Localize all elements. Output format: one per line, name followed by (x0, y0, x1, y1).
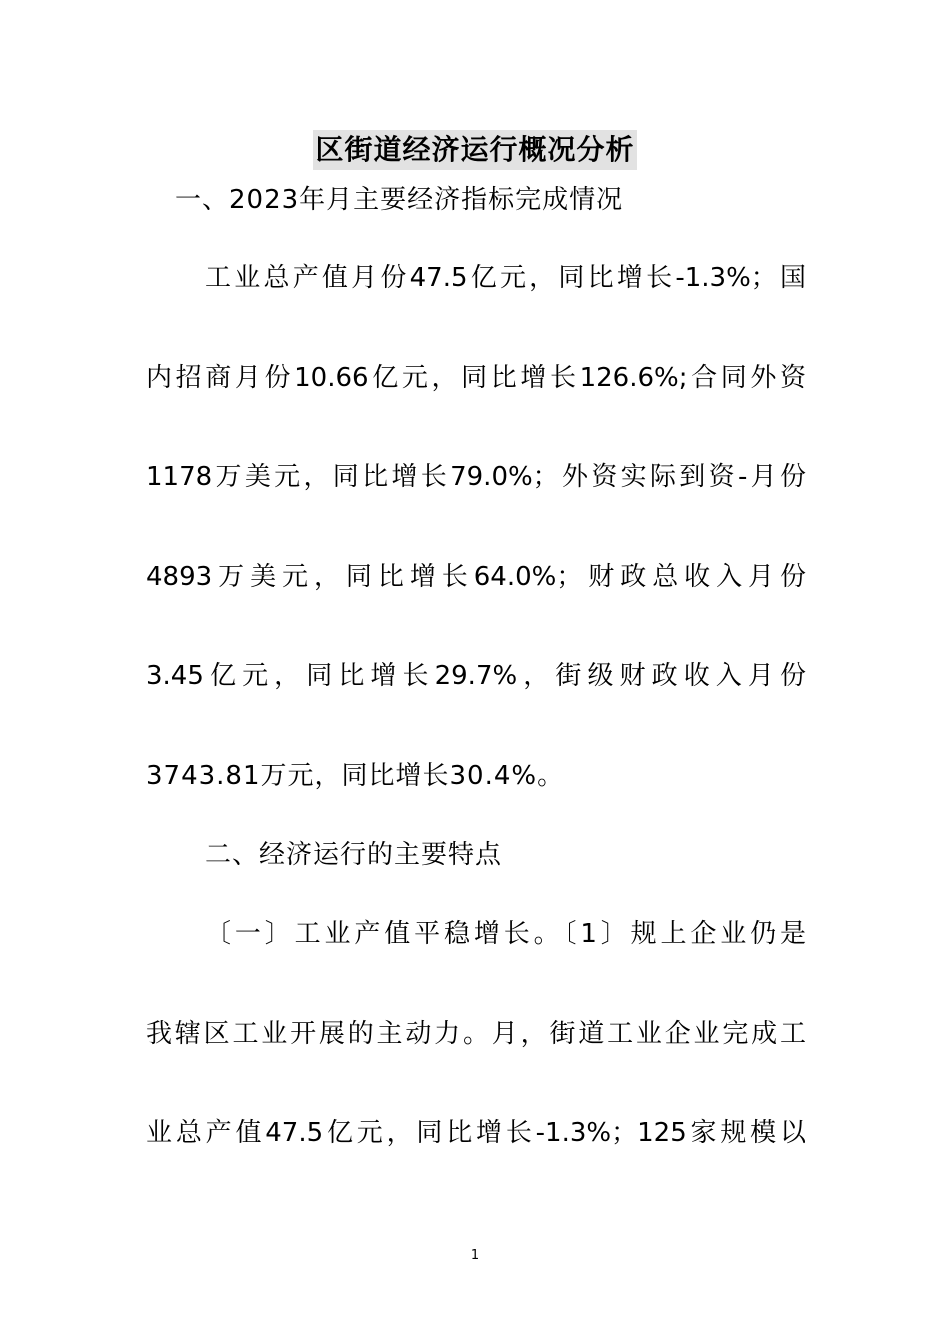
section-heading-1: 一、2023年月主要经济指标完成情况 (175, 185, 624, 215)
paragraph-1-line-5: 3.45亿元，同比增长29.7%，街级财政收入月份 (146, 661, 806, 691)
paragraph-2-line-1: 〔一〕工业产值平稳增长。〔1〕规上企业仍是 (205, 919, 806, 949)
title-container (0, 130, 950, 170)
paragraph-1-line-3: 1178万美元，同比增长79.0%；外资实际到资-月份 (146, 462, 806, 492)
paragraph-1-line-4: 4893万美元，同比增长64.0%；财政总收入月份 (146, 562, 806, 592)
paragraph-2-line-3: 业总产值47.5亿元，同比增长-1.3%；125家规模以 (146, 1118, 806, 1148)
section-heading-2: 二、经济运行的主要特点 (205, 840, 503, 870)
document-title: 区街道经济运行概况分析 (313, 130, 636, 170)
page-number: 1 (470, 1248, 480, 1263)
paragraph-1-line-6: 3743.81万元，同比增长30.4%。 (146, 761, 565, 791)
paragraph-1-line-2: 内招商月份10.66亿元，同比增长126.6%;合同外资 (146, 363, 806, 393)
paragraph-1-line-1: 工业总产值月份47.5亿元，同比增长-1.3%；国 (205, 263, 806, 293)
paragraph-2-line-2: 我辖区工业开展的主动力。月，街道工业企业完成工 (146, 1019, 806, 1049)
